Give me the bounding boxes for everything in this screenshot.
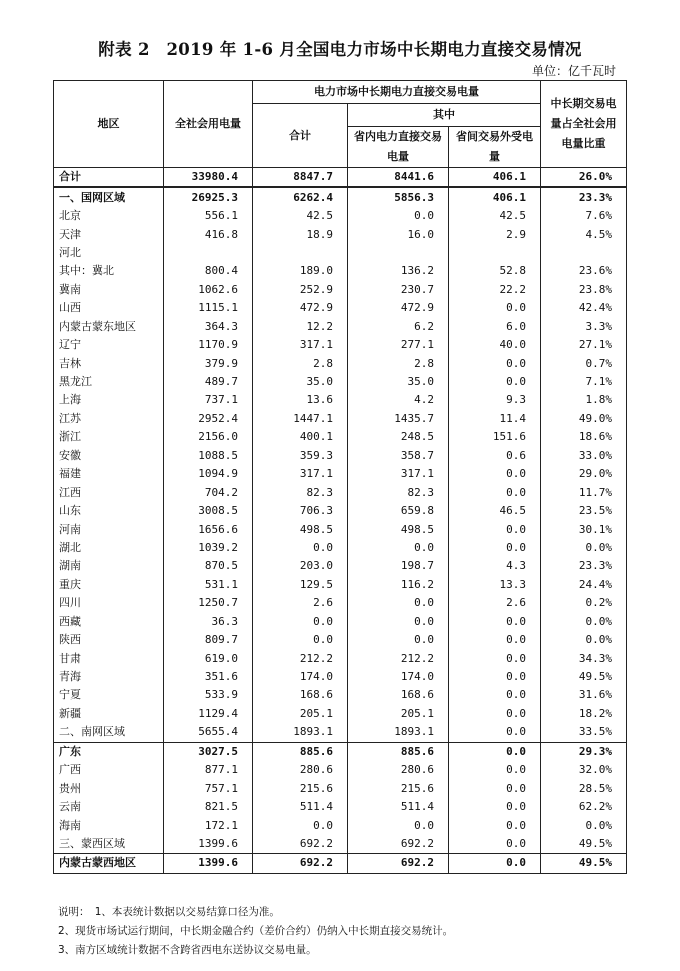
ratio-cell: 0.0% <box>541 613 627 631</box>
consumption-cell: 1399.6 <box>164 854 253 873</box>
subtotal-cell: 706.3 <box>253 502 348 520</box>
note-2: 2、现货市场试运行期间，中长期金融合约（差价合约）仍纳入中长期直接交易统计。 <box>58 925 454 937</box>
inter-province-cell: 0.0 <box>449 835 541 854</box>
table-row <box>54 723 627 742</box>
table-row <box>54 391 627 409</box>
ratio-cell: 18.6% <box>541 428 627 446</box>
ratio-cell: 31.6% <box>541 686 627 704</box>
intra-province-cell: 198.7 <box>348 557 449 575</box>
subtotal-cell: 42.5 <box>253 207 348 225</box>
region-cell: 安徽 <box>54 447 164 465</box>
inter-province-cell: 2.6 <box>449 594 541 612</box>
intra-province-cell: 0.0 <box>348 816 449 834</box>
header-region: 地区 <box>54 81 164 168</box>
subtotal-cell: 1447.1 <box>253 410 348 428</box>
intra-province-cell: 511.4 <box>348 798 449 816</box>
region-cell: 其中：冀北 <box>54 262 164 280</box>
subtotal-cell: 0.0 <box>253 816 348 834</box>
table-row <box>54 520 627 538</box>
ratio-cell: 11.7% <box>541 483 627 501</box>
consumption-cell: 1399.6 <box>164 835 253 854</box>
table-row <box>54 742 627 761</box>
consumption-cell: 33980.4 <box>164 168 253 188</box>
consumption-cell: 5655.4 <box>164 723 253 742</box>
inter-province-cell: 0.0 <box>449 668 541 686</box>
region-cell: 湖南 <box>54 557 164 575</box>
intra-province-cell: 212.2 <box>348 649 449 667</box>
table-row <box>54 410 627 428</box>
subtotal-cell: 317.1 <box>253 465 348 483</box>
consumption-cell: 1039.2 <box>164 539 253 557</box>
table-row <box>54 262 627 280</box>
inter-province-cell: 0.0 <box>449 373 541 391</box>
region-cell: 山西 <box>54 299 164 317</box>
intra-province-cell: 35.0 <box>348 373 449 391</box>
consumption-cell: 26925.3 <box>164 187 253 206</box>
inter-province-cell: 0.0 <box>449 299 541 317</box>
inter-province-cell: 406.1 <box>449 168 541 188</box>
inter-province-cell: 11.4 <box>449 410 541 428</box>
region-cell: 江西 <box>54 483 164 501</box>
consumption-cell: 1115.1 <box>164 299 253 317</box>
subtotal-cell: 2.6 <box>253 594 348 612</box>
table-row <box>54 631 627 649</box>
inter-province-cell: 0.6 <box>449 447 541 465</box>
inter-province-cell: 0.0 <box>449 761 541 779</box>
consumption-cell: 416.8 <box>164 225 253 243</box>
table-row <box>54 816 627 834</box>
intra-province-cell: 692.2 <box>348 854 449 873</box>
inter-province-cell: 406.1 <box>449 187 541 206</box>
region-cell: 贵州 <box>54 779 164 797</box>
subtotal-cell: 12.2 <box>253 318 348 336</box>
intra-province-cell: 174.0 <box>348 668 449 686</box>
table-row <box>54 668 627 686</box>
ratio-cell: 42.4% <box>541 299 627 317</box>
ratio-cell: 3.3% <box>541 318 627 336</box>
consumption-cell: 1062.6 <box>164 281 253 299</box>
table-row <box>54 447 627 465</box>
subtotal-cell: 0.0 <box>253 539 348 557</box>
page-title: 附表 2 2019 年 1-6 月全国电力市场中长期电力直接交易情况 <box>98 40 582 59</box>
trade-table <box>53 80 627 874</box>
total-row <box>54 168 627 188</box>
intra-province-cell: 5856.3 <box>348 187 449 206</box>
table-row <box>54 835 627 854</box>
table-row <box>54 428 627 446</box>
subtotal-cell: 472.9 <box>253 299 348 317</box>
inter-province-cell: 0.0 <box>449 631 541 649</box>
table-row <box>54 354 627 372</box>
region-cell: 青海 <box>54 668 164 686</box>
intra-province-cell: 0.0 <box>348 539 449 557</box>
consumption-cell: 1250.7 <box>164 594 253 612</box>
consumption-cell: 379.9 <box>164 354 253 372</box>
table-row <box>54 594 627 612</box>
region-cell: 河北 <box>54 244 164 262</box>
consumption-cell: 877.1 <box>164 761 253 779</box>
subtotal-cell: 280.6 <box>253 761 348 779</box>
table-row <box>54 854 627 873</box>
inter-province-cell: 0.0 <box>449 742 541 761</box>
region-cell: 宁夏 <box>54 686 164 704</box>
inter-province-cell: 22.2 <box>449 281 541 299</box>
intra-province-cell: 1435.7 <box>348 410 449 428</box>
intra-province-cell: 692.2 <box>348 835 449 854</box>
ratio-cell: 7.6% <box>541 207 627 225</box>
consumption-cell: 737.1 <box>164 391 253 409</box>
ratio-cell: 33.0% <box>541 447 627 465</box>
inter-province-cell: 2.9 <box>449 225 541 243</box>
consumption-cell: 2952.4 <box>164 410 253 428</box>
ratio-cell: 23.6% <box>541 262 627 280</box>
region-cell: 一、国网区域 <box>54 187 164 206</box>
inter-province-cell: 0.0 <box>449 465 541 483</box>
region-cell: 山东 <box>54 502 164 520</box>
subtotal-cell: 189.0 <box>253 262 348 280</box>
note-1: 说明： 1、本表统计数据以交易结算口径为准。 <box>58 906 280 918</box>
subtotal-cell: 215.6 <box>253 779 348 797</box>
region-cell: 辽宁 <box>54 336 164 354</box>
intra-province-cell: 885.6 <box>348 742 449 761</box>
ratio-cell: 7.1% <box>541 373 627 391</box>
ratio-cell: 28.5% <box>541 779 627 797</box>
ratio-cell: 23.8% <box>541 281 627 299</box>
region-cell: 上海 <box>54 391 164 409</box>
region-cell: 重庆 <box>54 576 164 594</box>
ratio-cell: 33.5% <box>541 723 627 742</box>
consumption-cell: 531.1 <box>164 576 253 594</box>
table-row <box>54 244 627 262</box>
inter-province-cell: 0.0 <box>449 854 541 873</box>
ratio-cell: 0.0% <box>541 539 627 557</box>
consumption-cell: 36.3 <box>164 613 253 631</box>
ratio-cell: 0.0% <box>541 816 627 834</box>
intra-province-cell: 0.0 <box>348 594 449 612</box>
consumption-cell: 800.4 <box>164 262 253 280</box>
subtotal-cell <box>253 244 348 262</box>
ratio-cell: 0.2% <box>541 594 627 612</box>
inter-province-cell: 46.5 <box>449 502 541 520</box>
subtotal-cell: 174.0 <box>253 668 348 686</box>
region-cell: 海南 <box>54 816 164 834</box>
subtotal-cell: 13.6 <box>253 391 348 409</box>
intra-province-cell: 136.2 <box>348 262 449 280</box>
region-cell: 四川 <box>54 594 164 612</box>
region-cell: 广西 <box>54 761 164 779</box>
region-cell: 湖北 <box>54 539 164 557</box>
subtotal-cell: 168.6 <box>253 686 348 704</box>
table-row <box>54 613 627 631</box>
inter-province-cell: 0.0 <box>449 483 541 501</box>
subtotal-cell: 252.9 <box>253 281 348 299</box>
consumption-cell: 1129.4 <box>164 705 253 723</box>
region-cell: 广东 <box>54 742 164 761</box>
ratio-cell: 0.0% <box>541 631 627 649</box>
region-cell: 福建 <box>54 465 164 483</box>
intra-province-cell: 8441.6 <box>348 168 449 188</box>
ratio-cell: 23.3% <box>541 557 627 575</box>
intra-province-cell: 358.7 <box>348 447 449 465</box>
subtotal-cell: 885.6 <box>253 742 348 761</box>
region-cell: 陕西 <box>54 631 164 649</box>
region-cell: 云南 <box>54 798 164 816</box>
intra-province-cell: 2.8 <box>348 354 449 372</box>
ratio-cell: 23.3% <box>541 187 627 206</box>
table-row <box>54 779 627 797</box>
intra-province-cell <box>348 244 449 262</box>
ratio-cell: 4.5% <box>541 225 627 243</box>
intra-province-cell: 280.6 <box>348 761 449 779</box>
inter-province-cell: 40.0 <box>449 336 541 354</box>
subtotal-cell: 82.3 <box>253 483 348 501</box>
subtotal-cell: 129.5 <box>253 576 348 594</box>
intra-province-cell: 116.2 <box>348 576 449 594</box>
inter-province-cell: 9.3 <box>449 391 541 409</box>
notes <box>58 903 453 960</box>
intra-province-cell: 472.9 <box>348 299 449 317</box>
region-cell: 天津 <box>54 225 164 243</box>
region-cell: 江苏 <box>54 410 164 428</box>
inter-province-cell: 0.0 <box>449 686 541 704</box>
table-row <box>54 539 627 557</box>
consumption-cell: 489.7 <box>164 373 253 391</box>
region-cell: 浙江 <box>54 428 164 446</box>
intra-province-cell: 277.1 <box>348 336 449 354</box>
region-cell: 北京 <box>54 207 164 225</box>
consumption-cell: 870.5 <box>164 557 253 575</box>
intra-province-cell: 0.0 <box>348 207 449 225</box>
region-cell: 黑龙江 <box>54 373 164 391</box>
table-row <box>54 761 627 779</box>
subtotal-cell: 212.2 <box>253 649 348 667</box>
consumption-cell <box>164 244 253 262</box>
inter-province-cell: 0.0 <box>449 779 541 797</box>
inter-province-cell: 0.0 <box>449 613 541 631</box>
table-row <box>54 281 627 299</box>
region-cell: 合计 <box>54 168 164 188</box>
inter-province-cell: 52.8 <box>449 262 541 280</box>
table-row <box>54 649 627 667</box>
ratio-cell: 49.0% <box>541 410 627 428</box>
region-cell: 河南 <box>54 520 164 538</box>
consumption-cell: 1170.9 <box>164 336 253 354</box>
inter-province-cell: 0.0 <box>449 520 541 538</box>
intra-province-cell: 4.2 <box>348 391 449 409</box>
table-row <box>54 207 627 225</box>
subtotal-cell: 0.0 <box>253 613 348 631</box>
header-total-consumption: 全社会用电量 <box>164 81 253 168</box>
inter-province-cell <box>449 244 541 262</box>
subtotal-cell: 35.0 <box>253 373 348 391</box>
region-cell: 二、南网区域 <box>54 723 164 742</box>
table-row <box>54 465 627 483</box>
ratio-cell: 27.1% <box>541 336 627 354</box>
consumption-cell: 821.5 <box>164 798 253 816</box>
subtotal-cell: 205.1 <box>253 705 348 723</box>
intra-province-cell: 230.7 <box>348 281 449 299</box>
ratio-cell: 32.0% <box>541 761 627 779</box>
region-cell: 吉林 <box>54 354 164 372</box>
region-cell: 新疆 <box>54 705 164 723</box>
consumption-cell: 3027.5 <box>164 742 253 761</box>
subtotal-cell: 203.0 <box>253 557 348 575</box>
intra-province-cell: 659.8 <box>348 502 449 520</box>
intra-province-cell: 1893.1 <box>348 723 449 742</box>
consumption-cell: 704.2 <box>164 483 253 501</box>
consumption-cell: 172.1 <box>164 816 253 834</box>
ratio-cell: 49.5% <box>541 668 627 686</box>
ratio-cell: 29.3% <box>541 742 627 761</box>
inter-province-cell: 0.0 <box>449 816 541 834</box>
consumption-cell: 809.7 <box>164 631 253 649</box>
header-inter-province: 省间交易外受电量 <box>449 127 541 168</box>
consumption-cell: 1094.9 <box>164 465 253 483</box>
subtotal-cell: 18.9 <box>253 225 348 243</box>
subtotal-cell: 359.3 <box>253 447 348 465</box>
note-3: 3、南方区域统计数据不含跨省西电东送协议交易电量。 <box>58 944 317 956</box>
region-cell: 内蒙古蒙西地区 <box>54 854 164 873</box>
ratio-cell: 23.5% <box>541 502 627 520</box>
intra-province-cell: 16.0 <box>348 225 449 243</box>
ratio-cell: 24.4% <box>541 576 627 594</box>
header-intra-province: 省内电力直接交易电量 <box>348 127 449 168</box>
table-row <box>54 557 627 575</box>
inter-province-cell: 0.0 <box>449 798 541 816</box>
subtotal-cell: 2.8 <box>253 354 348 372</box>
region-cell: 冀南 <box>54 281 164 299</box>
inter-province-cell: 0.0 <box>449 649 541 667</box>
intra-province-cell: 6.2 <box>348 318 449 336</box>
intra-province-cell: 248.5 <box>348 428 449 446</box>
ratio-cell: 1.8% <box>541 391 627 409</box>
table-row <box>54 705 627 723</box>
consumption-cell: 364.3 <box>164 318 253 336</box>
ratio-cell: 30.1% <box>541 520 627 538</box>
consumption-cell: 1088.5 <box>164 447 253 465</box>
region-cell: 西藏 <box>54 613 164 631</box>
subtotal-cell: 1893.1 <box>253 723 348 742</box>
subtotal-cell: 692.2 <box>253 854 348 873</box>
table-row <box>54 483 627 501</box>
inter-province-cell: 0.0 <box>449 705 541 723</box>
subtotal-cell: 511.4 <box>253 798 348 816</box>
inter-province-cell: 4.3 <box>449 557 541 575</box>
table-row <box>54 502 627 520</box>
subtotal-cell: 0.0 <box>253 631 348 649</box>
intra-province-cell: 317.1 <box>348 465 449 483</box>
table-row <box>54 373 627 391</box>
header-ratio: 中长期交易电量占全社会用电量比重 <box>541 81 627 168</box>
intra-province-cell: 205.1 <box>348 705 449 723</box>
subtotal-cell: 498.5 <box>253 520 348 538</box>
ratio-cell: 49.5% <box>541 835 627 854</box>
ratio-cell: 29.0% <box>541 465 627 483</box>
consumption-cell: 556.1 <box>164 207 253 225</box>
ratio-cell: 34.3% <box>541 649 627 667</box>
consumption-cell: 2156.0 <box>164 428 253 446</box>
inter-province-cell: 0.0 <box>449 354 541 372</box>
inter-province-cell: 0.0 <box>449 723 541 742</box>
ratio-cell: 0.7% <box>541 354 627 372</box>
region-cell: 三、蒙西区域 <box>54 835 164 854</box>
consumption-cell: 351.6 <box>164 668 253 686</box>
ratio-cell: 49.5% <box>541 854 627 873</box>
header-trade-group: 电力市场中长期电力直接交易电量 <box>253 81 541 104</box>
consumption-cell: 3008.5 <box>164 502 253 520</box>
intra-province-cell: 0.0 <box>348 613 449 631</box>
ratio-cell <box>541 244 627 262</box>
unit-label: 单位：亿千瓦时 <box>531 64 616 78</box>
inter-province-cell: 6.0 <box>449 318 541 336</box>
consumption-cell: 1656.6 <box>164 520 253 538</box>
subtotal-cell: 317.1 <box>253 336 348 354</box>
inter-province-cell: 42.5 <box>449 207 541 225</box>
inter-province-cell: 0.0 <box>449 539 541 557</box>
intra-province-cell: 498.5 <box>348 520 449 538</box>
ratio-cell: 26.0% <box>541 168 627 188</box>
region-cell: 内蒙古蒙东地区 <box>54 318 164 336</box>
ratio-cell: 18.2% <box>541 705 627 723</box>
subtotal-cell: 400.1 <box>253 428 348 446</box>
table-row <box>54 318 627 336</box>
table-row <box>54 686 627 704</box>
subtotal-cell: 8847.7 <box>253 168 348 188</box>
region-cell: 甘肃 <box>54 649 164 667</box>
table-row <box>54 299 627 317</box>
table-row <box>54 576 627 594</box>
intra-province-cell: 215.6 <box>348 779 449 797</box>
table-row <box>54 798 627 816</box>
consumption-cell: 619.0 <box>164 649 253 667</box>
intra-province-cell: 168.6 <box>348 686 449 704</box>
consumption-cell: 533.9 <box>164 686 253 704</box>
inter-province-cell: 13.3 <box>449 576 541 594</box>
consumption-cell: 757.1 <box>164 779 253 797</box>
subtotal-cell: 692.2 <box>253 835 348 854</box>
table-row <box>54 336 627 354</box>
header-subtotal: 合计 <box>253 104 348 168</box>
inter-province-cell: 151.6 <box>449 428 541 446</box>
table-row <box>54 225 627 243</box>
intra-province-cell: 82.3 <box>348 483 449 501</box>
header-of-which: 其中 <box>348 104 541 127</box>
intra-province-cell: 0.0 <box>348 631 449 649</box>
ratio-cell: 62.2% <box>541 798 627 816</box>
subtotal-cell: 6262.4 <box>253 187 348 206</box>
table-row <box>54 187 627 206</box>
